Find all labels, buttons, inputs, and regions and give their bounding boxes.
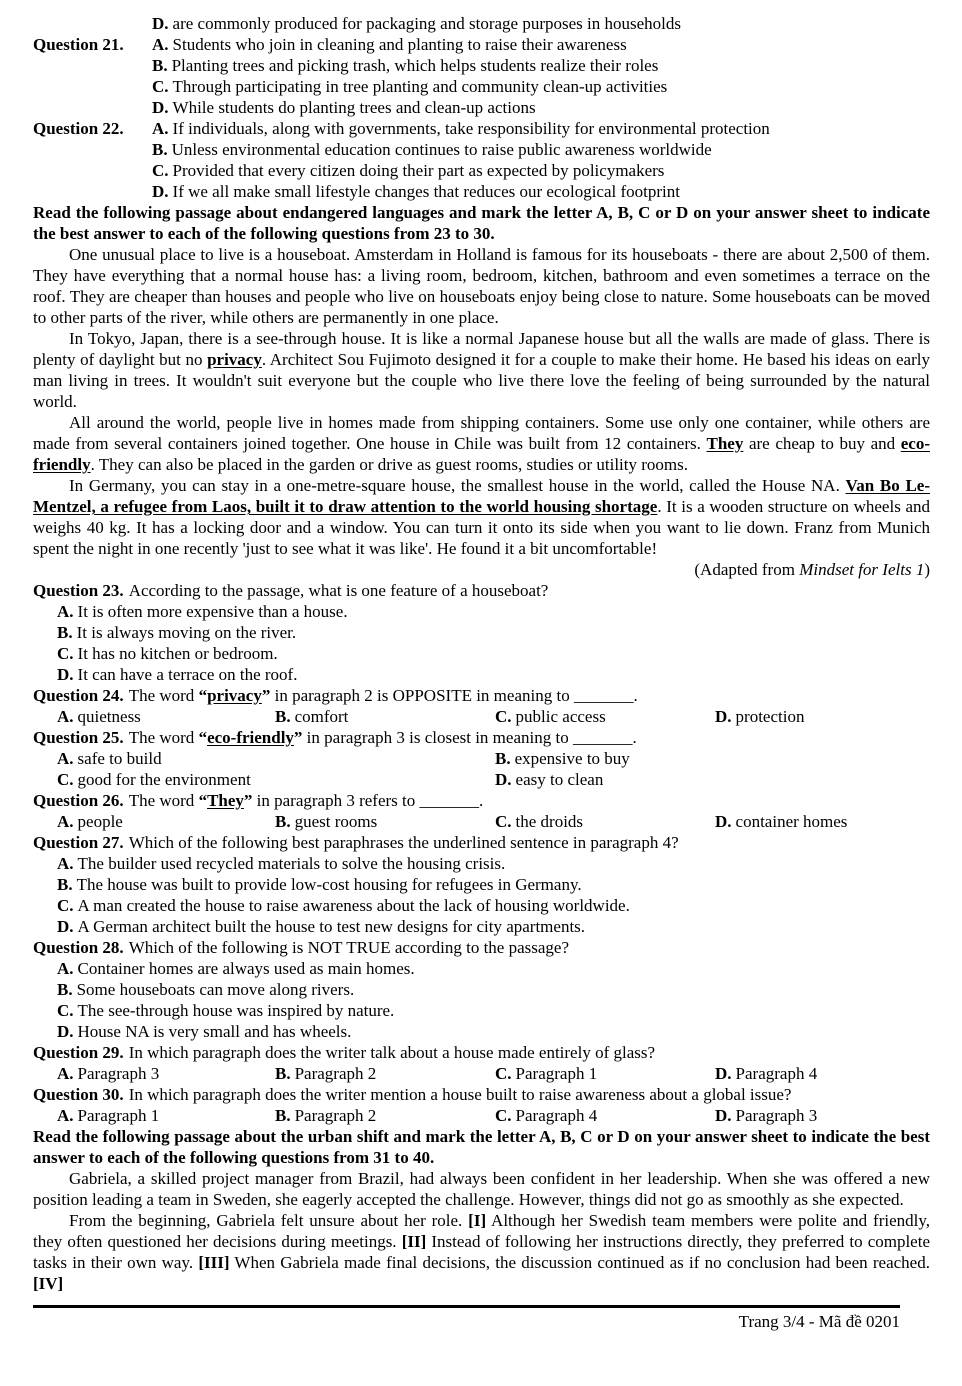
option-line [57,748,495,769]
option-text: good for the environment [77,770,251,789]
option-text: Paragraph 2 [294,1106,377,1125]
option-letter: D. [715,707,732,726]
option-text: If we all make small lifestyle changes that reduces our ecological footprint [172,182,680,201]
option-letter: B. [275,1064,291,1083]
option-letter: D. [152,98,169,117]
option-text: It is often more expensive than a house. [77,602,348,621]
option-line [152,181,930,202]
text-segment: “ [198,728,208,747]
option-line [57,874,930,895]
question-label-spacer [33,13,152,34]
question-text [129,938,569,957]
passage1-paragraph-4 [33,475,930,559]
option-letter: D. [152,14,169,33]
option-line [715,706,930,727]
question-stem [33,937,930,958]
option-line [152,34,930,55]
option-letter: C. [152,77,169,96]
option-text: If individuals, along with governments, take responsibility for environmental protection [172,119,770,138]
option-text: comfort [294,707,349,726]
question-26 [33,790,930,832]
option-line [495,706,715,727]
option-line [57,1063,275,1084]
text-segment: Van Bo Le-Mentzel, a refugee from Laos, built it to draw attention to the world housing shortage [33,476,930,516]
option-line [57,664,930,685]
option-text: The see-through house was inspired by nature. [77,1001,395,1020]
question-number: Question 25. [33,728,124,747]
option-line [57,853,930,874]
text-segment: ” [243,791,253,810]
option-line [152,97,930,118]
page-footer [33,1305,930,1332]
option-text: While students do planting trees and clean-up actions [172,98,536,117]
question-number: Question 30. [33,1085,124,1104]
option-line [57,769,495,790]
option-line [715,1063,930,1084]
option-letter: C. [495,812,512,831]
option-letter: B. [275,1106,291,1125]
option-text: public access [515,707,606,726]
question-25 [33,727,930,790]
question-options [33,1105,930,1126]
option-letter: D. [152,182,169,201]
text-segment: From the beginning, Gabriela felt unsure about her role. [69,1211,469,1230]
option-line [152,13,930,34]
text-segment: In Tokyo, Japan, there is a see-through house. It is like a normal Japanese house but all the walls are made of glass. There is plenty of daylight but no [33,329,930,369]
option-letter: C. [495,707,512,726]
question-stem [33,1084,930,1105]
option-letter: A. [152,119,169,138]
footer-divider [33,1305,900,1308]
option-letter: A. [57,1106,74,1125]
question-text [129,1043,655,1062]
option-letter: B. [57,980,73,999]
text-segment: privacy [207,686,262,705]
passage1-attribution [33,559,930,580]
option-letter: D. [57,1022,74,1041]
option-line [57,601,930,622]
passage1-paragraph-2 [33,328,930,412]
option-letter: A. [57,812,74,831]
text-segment: Mindset for Ielts 1 [799,560,925,579]
option-letter: B. [152,56,168,75]
text-segment: They [207,791,244,810]
page-number: Trang 3/4 - Mã đề 0201 [738,1312,900,1331]
question-options [33,853,930,937]
passage1-paragraph-1 [33,244,930,328]
text-segment: When Gabriela made final decisions, the discussion continued as if no conclusion had been reached. [229,1253,930,1272]
option-text: House NA is very small and has wheels. [77,1022,352,1041]
text-segment: . It is a wooden structure on wheels and weighs 40 kg. It has a locking door and a window. You can turn it onto its side when you want to lie down. Franz from Munich spent the night in one recently 'just to see what it was like'. He found it a bit uncomfortable! [33,497,930,558]
option-text: quietness [77,707,141,726]
question-text [129,1085,792,1104]
option-letter: B. [152,140,168,159]
option-line [152,55,930,76]
option-line [275,1105,495,1126]
option-text: Paragraph 1 [515,1064,598,1083]
option-line [275,706,495,727]
question-stem [33,1042,930,1063]
option-line [57,1000,930,1021]
text-segment: eco-friendly [207,728,294,747]
option-letter: B. [57,875,73,894]
text-segment: Which of the following is NOT TRUE according to the passage? [128,938,570,957]
question-text [129,686,638,705]
stray-option-row [33,13,930,34]
question-options [33,706,930,727]
option-line [495,1105,715,1126]
text-segment: Which of the following best paraphrases the underlined sentence in paragraph 4? [128,833,679,852]
option-text: The builder used recycled materials to solve the housing crisis. [77,854,506,873]
option-letter: B. [495,749,511,768]
option-line [57,895,930,916]
option-letter: D. [715,1106,732,1125]
option-text: protection [735,707,805,726]
text-segment: . Architect Sou Fujimoto designed it for a couple to make their home. He based his ideas on early man living in trees. It wouldn't suit everyone but the couple who live there love the feeling of being surrounded by the natural world. [33,350,930,411]
option-text: Paragraph 4 [515,1106,598,1125]
option-line [152,139,930,160]
question-21 [33,34,930,118]
text-segment: ” [293,728,303,747]
option-letter: C. [152,161,169,180]
question-number: Question 28. [33,938,124,957]
option-text: Through participating in tree planting and community clean-up activities [172,77,668,96]
option-text: Paragraph 2 [294,1064,377,1083]
option-line [152,76,930,97]
option-text: Container homes are always used as main homes. [77,959,415,978]
option-line [715,1105,930,1126]
option-text: container homes [735,812,848,831]
question-30 [33,1084,930,1126]
question-number: Question 27. [33,833,124,852]
reading1-instruction: Read the following passage about endangered languages and mark the letter A, B, C or D on your answer sheet to indicate the best answer to each of the following questions from 23 to 30. [33,203,930,243]
text-segment: One unusual place to live is a houseboat. Amsterdam in Holland is famous for its houseboats - there are about 2,500 of them. They have everything that a normal house has: a living room, bedroom, kitchen, bathroom and even sometimes a terrace on the roof. They are cheaper than houses and people who live on houseboats enjoy being close to nature. Some houseboats can be moved to other parts of the river, while others are permanently in one place. [33,245,930,327]
question-text [129,728,637,747]
question-23 [33,580,930,685]
option-letter: A. [57,749,74,768]
question-29 [33,1042,930,1084]
text-segment: In Germany, you can stay in a one-metre-square house, the smallest house in the world, called the House NA. [69,476,846,495]
option-text: people [77,812,123,831]
option-text: easy to clean [515,770,604,789]
text-segment: Gabriela, a skilled project manager from Brazil, had always been confident in her leadership. When she was offered a new position leading a team in Sweden, she eagerly accepted the challenge. However, things did not go as smoothly as she expected. [33,1169,930,1209]
question-text [129,581,549,600]
question-28 [33,937,930,1042]
option-line [57,1021,930,1042]
option-letter: C. [495,1106,512,1125]
text-segment: in paragraph 3 is closest in meaning to _______. [302,728,637,747]
option-line [57,916,930,937]
option-text: the droids [515,812,584,831]
option-letter: D. [715,812,732,831]
passage2-paragraph-2 [33,1210,930,1294]
option-text: Unless environmental education continues to raise public awareness worldwide [171,140,712,159]
option-letter: D. [57,917,74,936]
text-segment: “ [198,791,208,810]
text-segment: They [706,434,744,453]
option-text: The house was built to provide low-cost housing for refugees in Germany. [76,875,582,894]
question-stem [33,727,930,748]
option-text: Paragraph 4 [735,1064,818,1083]
text-segment: Instead of following her instructions directly, they preferred to complete tasks in their own way. [33,1232,930,1272]
option-text: Paragraph 3 [735,1106,818,1125]
question-number: Question 29. [33,1043,124,1062]
options-column [152,13,930,34]
option-letter: D. [715,1064,732,1083]
option-line [57,706,275,727]
text-segment: privacy [207,350,262,369]
text-segment: The word [128,686,199,705]
reading2-instruction: Read the following passage about the urban shift and mark the letter A, B, C or D on your answer sheet to indicate the best answer to each of the following questions from 31 to 40. [33,1127,930,1167]
question-stem [33,790,930,811]
text-segment: in paragraph 2 is OPPOSITE in meaning to _______. [270,686,638,705]
text-segment: [II] [401,1232,427,1251]
option-letter: C. [495,1064,512,1083]
option-letter: A. [57,602,74,621]
option-letter: B. [57,623,73,642]
text-segment: are cheap to buy and [743,434,901,453]
question-text [129,833,679,852]
option-line [57,622,930,643]
passage2-paragraph-1 [33,1168,930,1210]
option-line [152,160,930,181]
question-text [129,791,484,810]
text-segment: [III] [198,1253,230,1272]
question-stem [33,685,930,706]
question-number: Question 26. [33,791,124,810]
question-options [33,958,930,1042]
text-segment: In which paragraph does the writer talk about a house made entirely of glass? [128,1043,656,1062]
text-segment: (Adapted from [694,560,800,579]
question-options [33,748,930,790]
option-line [495,748,930,769]
option-letter: A. [152,35,169,54]
option-line [495,811,715,832]
option-text: Provided that every citizen doing their part as expected by policymakers [172,161,665,180]
option-letter: C. [57,896,74,915]
text-segment: The word [128,791,199,810]
text-segment: According to the passage, what is one feature of a houseboat? [128,581,549,600]
option-text: It is always moving on the river. [76,623,297,642]
question-21-label: Question 21. [33,35,124,54]
question-options [33,811,930,832]
question-options [33,1063,930,1084]
option-letter: D. [57,665,74,684]
question-stem [33,832,930,853]
option-text: Paragraph 1 [77,1106,160,1125]
question-22-label: Question 22. [33,119,124,138]
option-text: Paragraph 3 [77,1064,160,1083]
option-line [495,769,930,790]
text-segment: ” [261,686,271,705]
option-text: A German architect built the house to test new designs for city apartments. [77,917,586,936]
option-text: A man created the house to raise awareness about the lack of housing worldwide. [77,896,630,915]
option-line [57,958,930,979]
question-number: Question 23. [33,581,124,600]
option-letter: C. [57,644,74,663]
option-line [152,118,930,139]
option-line [57,643,930,664]
text-segment: Although her Swedish team members were polite and friendly, they often questioned her decisions during meetings. [33,1211,930,1251]
option-text: It has no kitchen or bedroom. [77,644,278,663]
option-text: guest rooms [294,812,378,831]
text-segment: [I] [468,1211,487,1230]
option-letter: A. [57,1064,74,1083]
question-options [33,601,930,685]
option-line [495,1063,715,1084]
option-line [715,811,930,832]
text-segment: [IV] [33,1274,64,1293]
option-line [57,1105,275,1126]
option-line [57,979,930,1000]
option-letter: A. [57,959,74,978]
question-24 [33,685,930,727]
text-segment: . They can also be placed in the garden or drive as guest rooms, studies or utility rooms. [90,455,688,474]
option-text: Students who join in cleaning and planting to raise their awareness [172,35,627,54]
text-segment: in paragraph 3 refers to _______. [252,791,484,810]
passage1-paragraph-3 [33,412,930,475]
option-letter: B. [275,707,291,726]
option-line [275,1063,495,1084]
option-line [57,811,275,832]
option-text: are commonly produced for packaging and storage purposes in households [172,14,681,33]
text-segment: ) [924,560,930,579]
option-text: It can have a terrace on the roof. [77,665,298,684]
text-segment: “ [198,686,208,705]
question-22-options [152,118,930,202]
text-segment: In which paragraph does the writer mention a house built to raise awareness about a global issue? [128,1085,792,1104]
question-stem [33,580,930,601]
option-letter: A. [57,854,74,873]
option-letter: C. [57,770,74,789]
question-27 [33,832,930,937]
option-text: Planting trees and picking trash, which helps students realize their roles [171,56,659,75]
option-text: expensive to buy [514,749,630,768]
question-number: Question 24. [33,686,124,705]
text-segment: The word [128,728,199,747]
option-letter: A. [57,707,74,726]
option-letter: B. [275,812,291,831]
question-21-options [152,34,930,118]
option-line [275,811,495,832]
option-text: Some houseboats can move along rivers. [76,980,355,999]
text-segment: eco-friendly [33,434,930,474]
text-segment: All around the world, people live in homes made from shipping containers. Some use only one container, while others are made from several containers joined together. One house in Chile was built from 12 containers. [33,413,930,453]
option-text: safe to build [77,749,162,768]
option-letter: D. [495,770,512,789]
option-letter: C. [57,1001,74,1020]
question-22 [33,118,930,202]
